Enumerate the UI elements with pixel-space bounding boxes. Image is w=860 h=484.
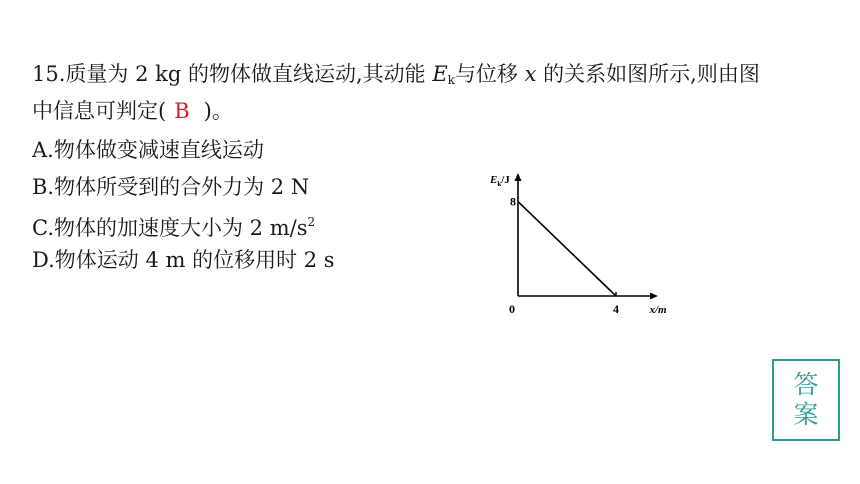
option-c-superscript: 2 <box>307 215 316 229</box>
option-d: D.物体运动 4 m 的位移用时 2 s <box>32 248 335 272</box>
answer-letter: B <box>174 99 190 123</box>
question-text-1b: 与位移 <box>454 62 525 86</box>
x-axis-arrow <box>650 293 658 300</box>
answer-button-char-1: 答 <box>793 370 819 399</box>
question-text-2b: )。 <box>203 99 233 123</box>
x-axis-label: x/m <box>649 304 667 316</box>
ek-x-graph <box>480 164 680 324</box>
y-tick-label: 8 <box>510 194 516 209</box>
question-text-1c: 的关系如图所示,则由图 <box>536 62 760 86</box>
question-text-1a: 15.质量为 2 kg 的物体做直线运动,其动能 <box>32 62 433 86</box>
question-line-2 <box>32 97 233 125</box>
option-a: A.物体做变减速直线运动 <box>32 138 264 162</box>
ek-symbol: E <box>432 62 448 86</box>
ek-line <box>518 202 616 296</box>
question-text-2a: 中信息可判定( <box>32 99 167 123</box>
option-c-text: C.物体的加速度大小为 2 m/s <box>32 216 308 240</box>
y-axis-label: $E_k/J$ <box>490 174 510 188</box>
x-symbol: x <box>524 62 537 86</box>
origin-label: 0 <box>509 302 515 316</box>
question-line-1 <box>32 60 760 94</box>
option-c <box>32 208 315 242</box>
answer-button[interactable] <box>772 359 840 441</box>
answer-button-char-2: 案 <box>793 400 819 429</box>
x-tick-label: 4 <box>613 302 619 316</box>
y-axis-arrow <box>515 173 522 181</box>
option-b: B.物体所受到的合外力为 2 N <box>32 175 310 199</box>
ek-subscript: k <box>447 73 455 87</box>
